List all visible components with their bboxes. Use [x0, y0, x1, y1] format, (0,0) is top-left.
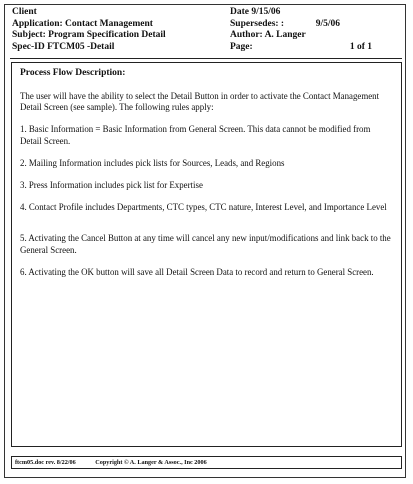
copyright-note: Copyright © A. Langer & Assoc., Inc 2006 [95, 459, 207, 466]
page-line [230, 42, 402, 54]
supersedes-line [230, 19, 402, 31]
rule-item-6: 6. Activating the OK button will save all Detail Screen Data to record and return to General Screen. [20, 266, 374, 277]
revision-note: ftcm05.doc rev. 8/22/06 [15, 459, 76, 466]
rule-item-1: 1. Basic Information = Basic Information from General Screen. This data cannot be modified from Detail Screen. [20, 124, 371, 146]
rule-item-4: 4. Contact Profile includes Departments, CTC types, CTC nature, Interest Level, and Importance Level [20, 202, 387, 213]
document-footer [11, 456, 402, 469]
rule-item-5: 5. Activating the Cancel Button at any time will cancel any new input/modifications and link back to the General Screen. [20, 233, 391, 255]
header-right-column [230, 7, 402, 53]
page-label: Page: [230, 41, 253, 52]
rule-item-2: 2. Mailing Information includes pick lists for Sources, Leads, and Regions [20, 157, 285, 168]
date-line: Date 9/15/06 [230, 7, 281, 17]
spec-header [12, 7, 400, 56]
application-name: Application: Contact Management [12, 18, 153, 29]
spec-id: Spec-ID FTCM05 -Detail [12, 41, 115, 52]
supersedes-label: Supersedes: : [230, 18, 285, 29]
process-flow-box [11, 62, 402, 447]
intro-paragraph: The user will have the ability to select the Detail Button in order to activate the Contact Management Detail Screen (see sample). The following rules apply: [20, 91, 380, 113]
client-label: Client [12, 7, 37, 17]
page-number: 1 of 1 [349, 41, 372, 52]
section-title: Process Flow Description: [20, 68, 126, 78]
header-left-column [12, 7, 217, 53]
rule-item-3: 3. Press Information includes pick list for Expertise [20, 180, 203, 191]
subject-line: Subject: Program Specification Detail [12, 30, 166, 40]
header-divider [10, 58, 402, 59]
author-line: Author: A. Langer [230, 30, 306, 40]
supersedes-value: 9/5/06 [315, 18, 340, 29]
